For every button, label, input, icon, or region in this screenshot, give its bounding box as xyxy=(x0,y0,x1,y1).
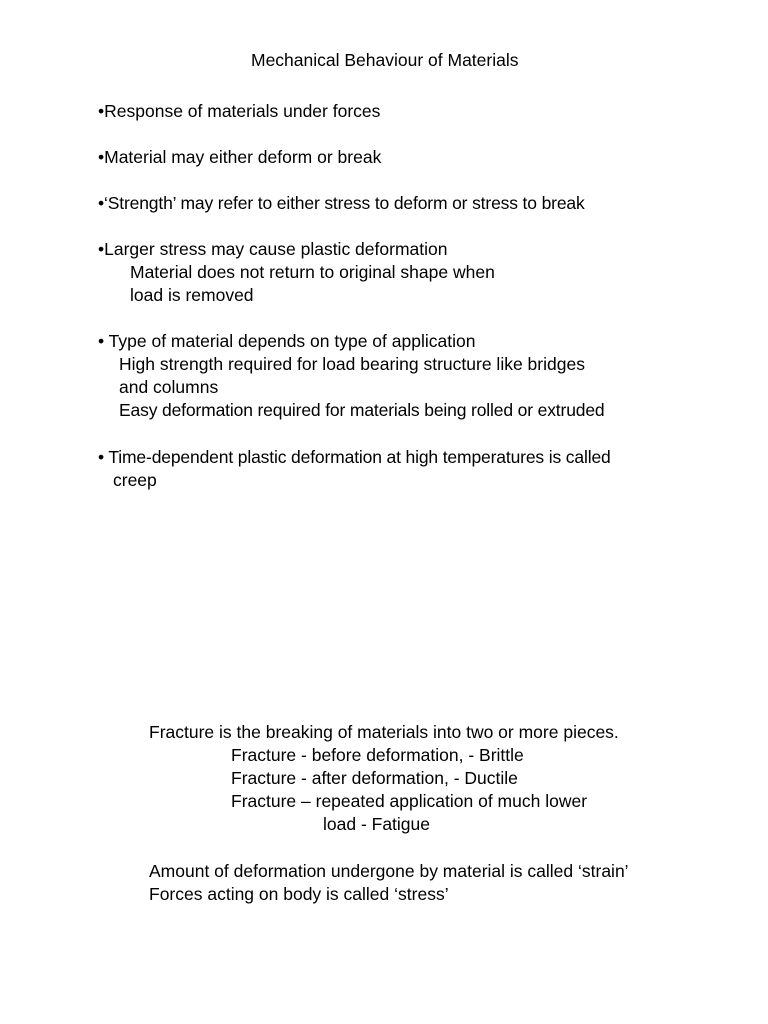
bullet-strength-definition: •‘Strength’ may refer to either stress to deform or stress to break xyxy=(98,193,585,213)
stress-definition: Forces acting on body is called ‘stress’ xyxy=(149,884,449,904)
application-detail-2: and columns xyxy=(119,377,219,397)
fracture-brittle: Fracture - before deformation, - Brittle xyxy=(231,745,524,765)
bullet-plastic-deformation: •Larger stress may cause plastic deformation xyxy=(98,239,448,259)
fracture-fatigue-2: load - Fatigue xyxy=(323,814,431,834)
fracture-intro: Fracture is the breaking of materials into two or more pieces. xyxy=(149,722,619,742)
plastic-deformation-detail-2: load is removed xyxy=(130,285,254,305)
bullet-deform-or-break: •Material may either deform or break xyxy=(98,147,382,167)
creep-detail: creep xyxy=(113,470,157,490)
plastic-deformation-detail-1: Material does not return to original shape when xyxy=(130,262,495,282)
page-title: Mechanical Behaviour of Materials xyxy=(251,50,519,70)
strain-definition: Amount of deformation undergone by material is called ‘strain’ xyxy=(149,861,629,881)
fracture-ductile: Fracture - after deformation, - Ductile xyxy=(231,768,518,788)
application-detail-3: Easy deformation required for materials being rolled or extruded xyxy=(119,400,605,420)
fracture-fatigue-1: Fracture – repeated application of much lower xyxy=(231,791,588,811)
bullet-type-of-application: • Type of material depends on type of application xyxy=(98,331,476,351)
bullet-creep: • Time-dependent plastic deformation at high temperatures is called xyxy=(98,447,611,467)
bullet-response-of-materials: •Response of materials under forces xyxy=(98,101,381,121)
application-detail-1: High strength required for load bearing structure like bridges xyxy=(119,354,585,374)
